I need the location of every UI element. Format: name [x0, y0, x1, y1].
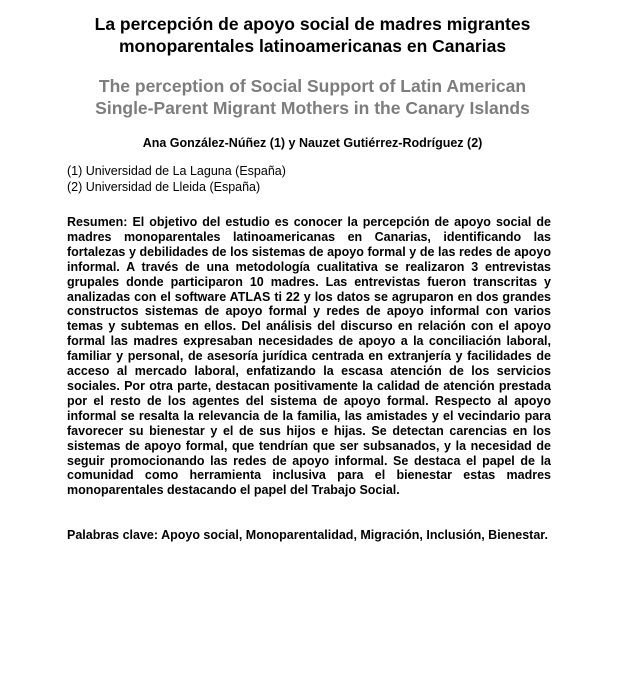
title-english [0, 75, 625, 119]
affiliation-2: (2) Universidad de Lleida (España) [67, 179, 261, 194]
title-english-line-1: The perception of Social Support of Latin American [98, 76, 527, 96]
title-english-line-2: Single-Parent Migrant Mothers in the Canary Islands [95, 98, 530, 118]
abstract [67, 215, 551, 498]
affiliations [67, 164, 557, 195]
keywords-text: Apoyo social, Monoparentalidad, Migración, Inclusión, Bienestar. [161, 528, 548, 542]
abstract-label: Resumen: [67, 215, 128, 229]
title-spanish-line-2: monoparentales latinoamericanas en Canarias [118, 36, 507, 56]
keywords [67, 528, 551, 543]
keywords-label: Palabras clave: [67, 528, 159, 542]
title-spanish-line-1: La percepción de apoyo social de madres migrantes [94, 14, 531, 34]
affiliation-1: (1) Universidad de La Laguna (España) [67, 164, 286, 178]
title-spanish [0, 13, 625, 57]
abstract-text: El objetivo del estudio es conocer la percepción de apoyo social de madres monoparentales latinoamericanas en Canarias, identificando las fortalezas y debilidades de los sistemas de apoyo formal y de las redes de apoyo informal. A través de una metodología cualitativa se realizaron 3 entrevistas grupales donde participaron 10 madres. Las entrevistas fueron transcritas y analizadas con el software ATLAS ti 22 y los datos se agruparon en dos grandes constructos sistemas de apoyo formal y redes de apoyo informal con varios temas y subtemas en ellos. Del análisis del discurso en relación con el apoyo formal las madres expresaban necesidades de apoyo a la conciliación laboral, familiar y personal, de asesoría jurídica centrada en extranjería y facilidades de acceso al mercado laboral, enfatizando la escasa atención de los servicios sociales. Por otra parte, destacan positivamente la calidad de atención prestada por el resto de los agentes del sistema de apoyo formal. Respecto al apoyo informal se resalta la relevancia de la familia, las amistades y el vecindario para favorecer su bienestar y el de sus hijos e hijas. Se detectan carencias en los sistemas de apoyo formal, que tendrían que ser subsanados, y la necesidad de seguir promocionando las redes de apoyo informal. Se destaca el papel de la comunidad como herramienta inclusiva para el bienestar estas madres monoparentales destacando el papel del Trabajo Social. [67, 215, 551, 498]
authors: Ana González-Núñez (1) y Nauzet Gutiérrez-Rodríguez (2) [142, 136, 483, 150]
